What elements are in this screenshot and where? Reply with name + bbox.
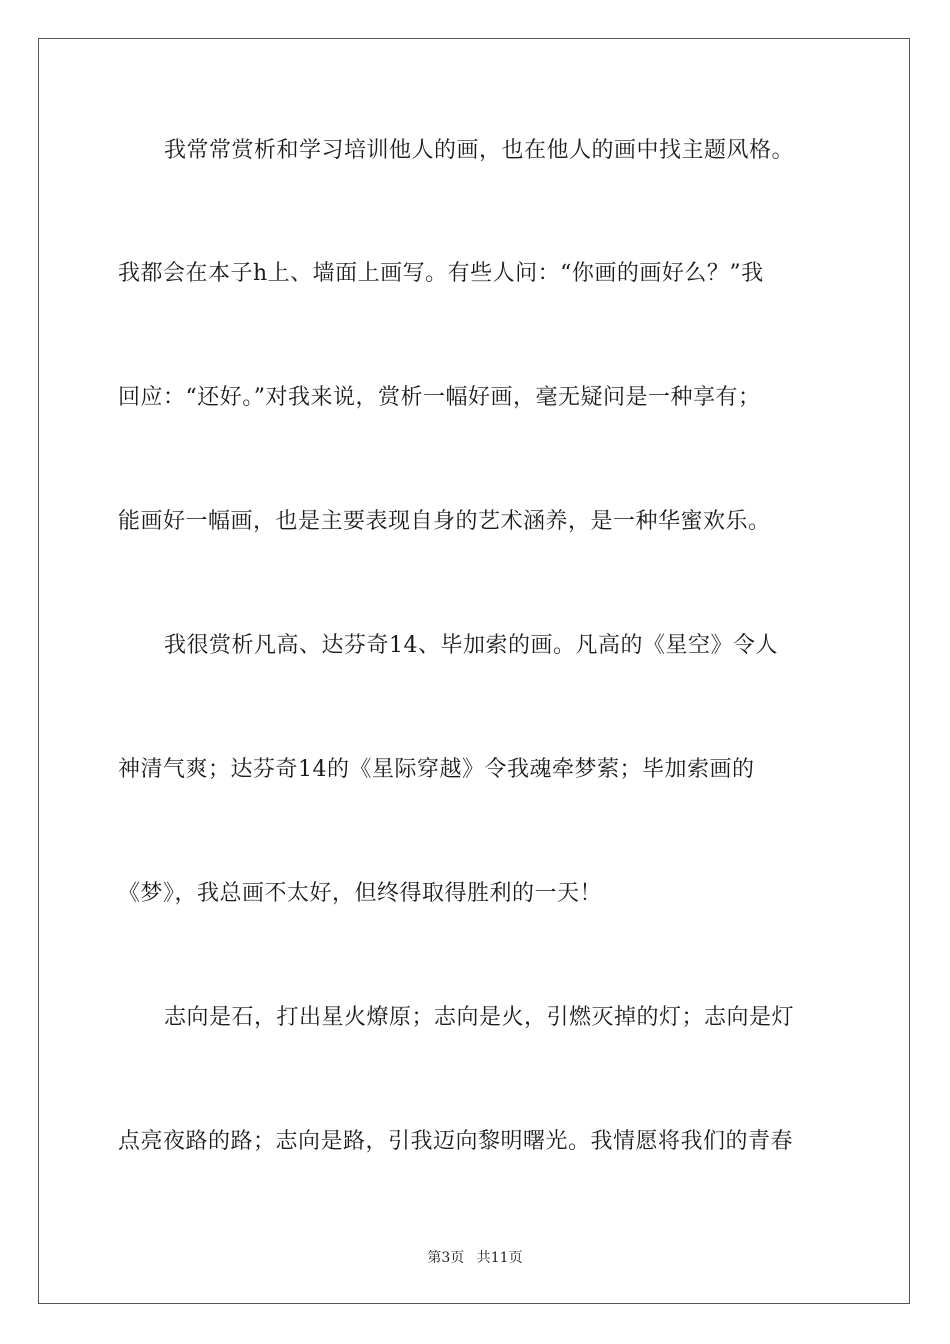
paragraph-line: 我常常赏析和学习培训他人的画，也在他人的画中找主题风格。 xyxy=(164,138,795,163)
page-border xyxy=(38,38,910,1304)
page-number: 第3页 xyxy=(427,1250,465,1266)
paragraph-line: 能画好一幅画，也是主要表现自身的艺术涵养，是一种华蜜欢乐。 xyxy=(118,509,771,534)
paragraph-line: 我很赏析凡高、达芬奇14、毕加索的画。凡高的《星空》令人 xyxy=(164,633,778,658)
paragraph-line: 点亮夜路的路；志向是路，引我迈向黎明曙光。我情愿将我们的青春 xyxy=(118,1129,794,1154)
paragraph-line: 《梦》，我总画不太好，但终得取得胜利的一天！ xyxy=(118,881,603,906)
paragraph-line: 我都会在本子h上、墙面上画写。有些人问：“你画的画好么？”我 xyxy=(118,261,764,286)
paragraph-line: 回应：“还好。”对我来说，赏析一幅好画，毫无疑问是一种享有； xyxy=(118,385,761,410)
page-total: 共11页 xyxy=(476,1250,523,1266)
page-footer xyxy=(0,1247,950,1267)
paragraph-line: 志向是石，打出星火燎原；志向是火，引燃灭掉的灯；志向是灯 xyxy=(164,1005,795,1030)
paragraph-line: 神清气爽；达芬奇14的《星际穿越》令我魂牵梦萦；毕加索画的 xyxy=(118,757,755,782)
